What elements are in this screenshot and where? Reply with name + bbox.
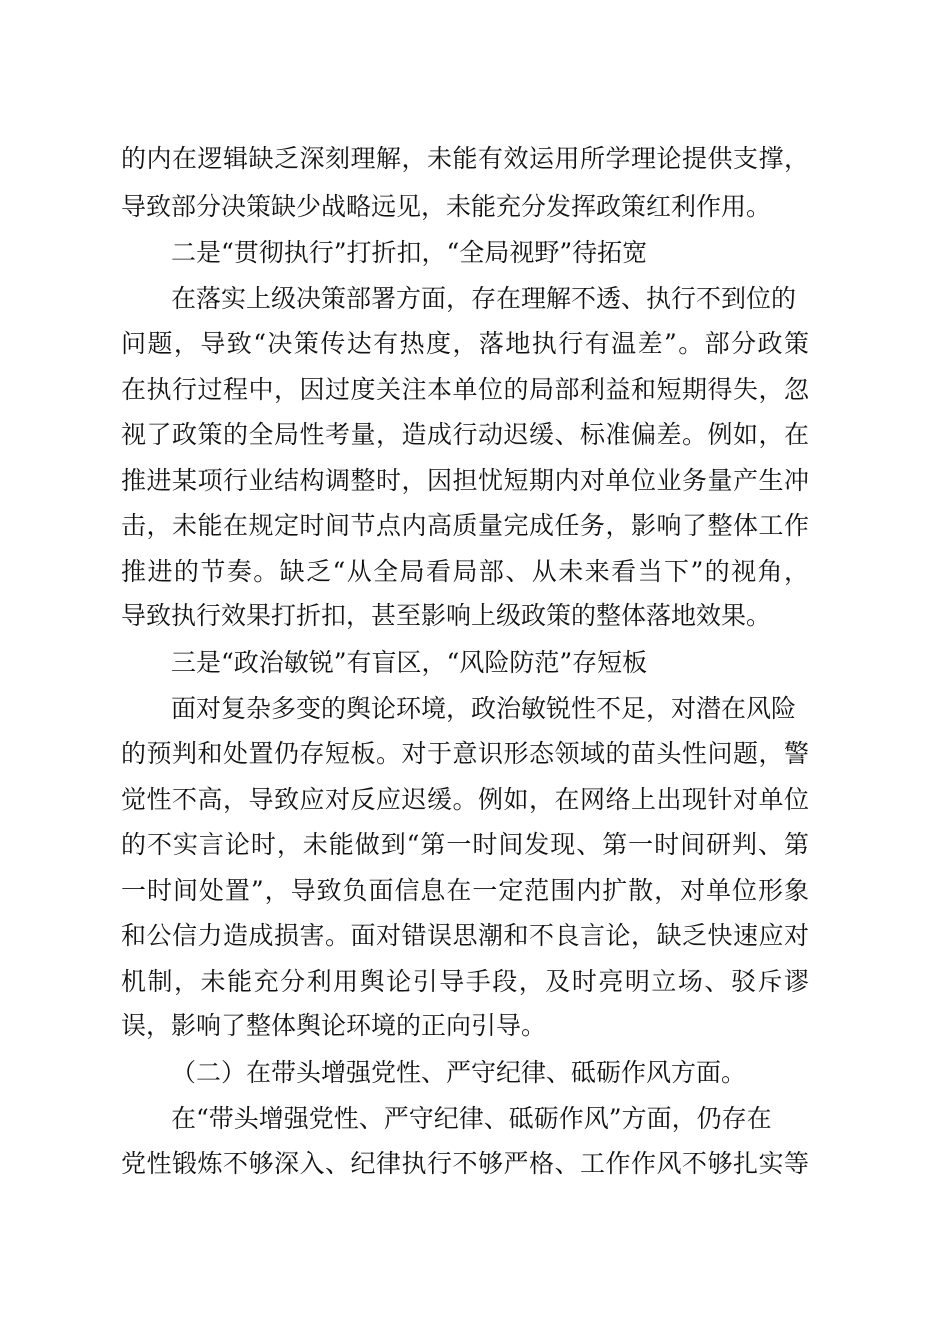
text-line-6: 在执行过程中，因过度关注本单位的局部利益和短期得失，忽 [121, 375, 809, 404]
text-line-1: 的内在逻辑缺乏深刻理解，未能有效运用所学理论提供支撑， [121, 144, 809, 173]
text-line-19: 机制，未能充分利用舆论引导手段，及时亮明立场、驳斥谬 [121, 967, 809, 996]
text-line-2: 导致部分决策缺少战略远见，未能充分发挥政策红利作用。 [121, 192, 772, 221]
text-line-14: 的预判和处置仍存短板。对于意识形态领域的苗头性问题，警 [121, 739, 809, 768]
text-line-8: 推进某项行业结构调整时，因担忧短期内对单位业务量产生冲 [121, 466, 809, 495]
text-line-7: 视了政策的全局性考量，造成行动迟缓、标准偏差。例如，在 [121, 420, 809, 449]
text-line-16: 的不实言论时，未能做到“第一时间发现、第一时间研判、第 [121, 830, 809, 859]
subheading-2: 二是“贯彻执行”打折扣，“全局视野”待拓宽 [171, 238, 648, 267]
subheading-3: 三是“政治敏锐”有盲区，“风险防范”存短板 [171, 648, 648, 677]
text-line-4: 在落实上级决策部署方面，存在理解不透、执行不到位的 [171, 284, 797, 313]
text-line-10: 推进的节奏。缺乏“从全局看局部、从未来看当下”的视角， [121, 557, 809, 586]
text-line-13: 面对复杂多变的舆论环境，政治敏锐性不足，对潜在风险 [171, 694, 797, 723]
text-line-5: 问题，导致“决策传达有热度，落地执行有温差”。部分政策 [121, 329, 809, 358]
text-line-9: 击，未能在规定时间节点内高质量完成任务，影响了整体工作 [121, 511, 809, 540]
section-heading-2: （二）在带头增强党性、严守纪律、砥砺作风方面。 [171, 1058, 747, 1087]
text-line-22: 在“带头增强党性、严守纪律、砥砺作风”方面，仍存在 [171, 1104, 772, 1133]
text-line-17: 一时间处置”，导致负面信息在一定范围内扩散，对单位形象 [121, 876, 809, 905]
text-line-23: 党性锻炼不够深入、纪律执行不够严格、工作作风不够扎实等 [121, 1149, 809, 1178]
text-line-15: 觉性不高，导致应对反应迟缓。例如，在网络上出现针对单位 [121, 785, 809, 814]
text-line-18: 和公信力造成损害。面对错误思潮和不良言论，缺乏快速应对 [121, 921, 809, 950]
text-line-11: 导致执行效果打折扣，甚至影响上级政策的整体落地效果。 [121, 601, 772, 630]
text-line-20: 误，影响了整体舆论环境的正向引导。 [121, 1011, 547, 1040]
